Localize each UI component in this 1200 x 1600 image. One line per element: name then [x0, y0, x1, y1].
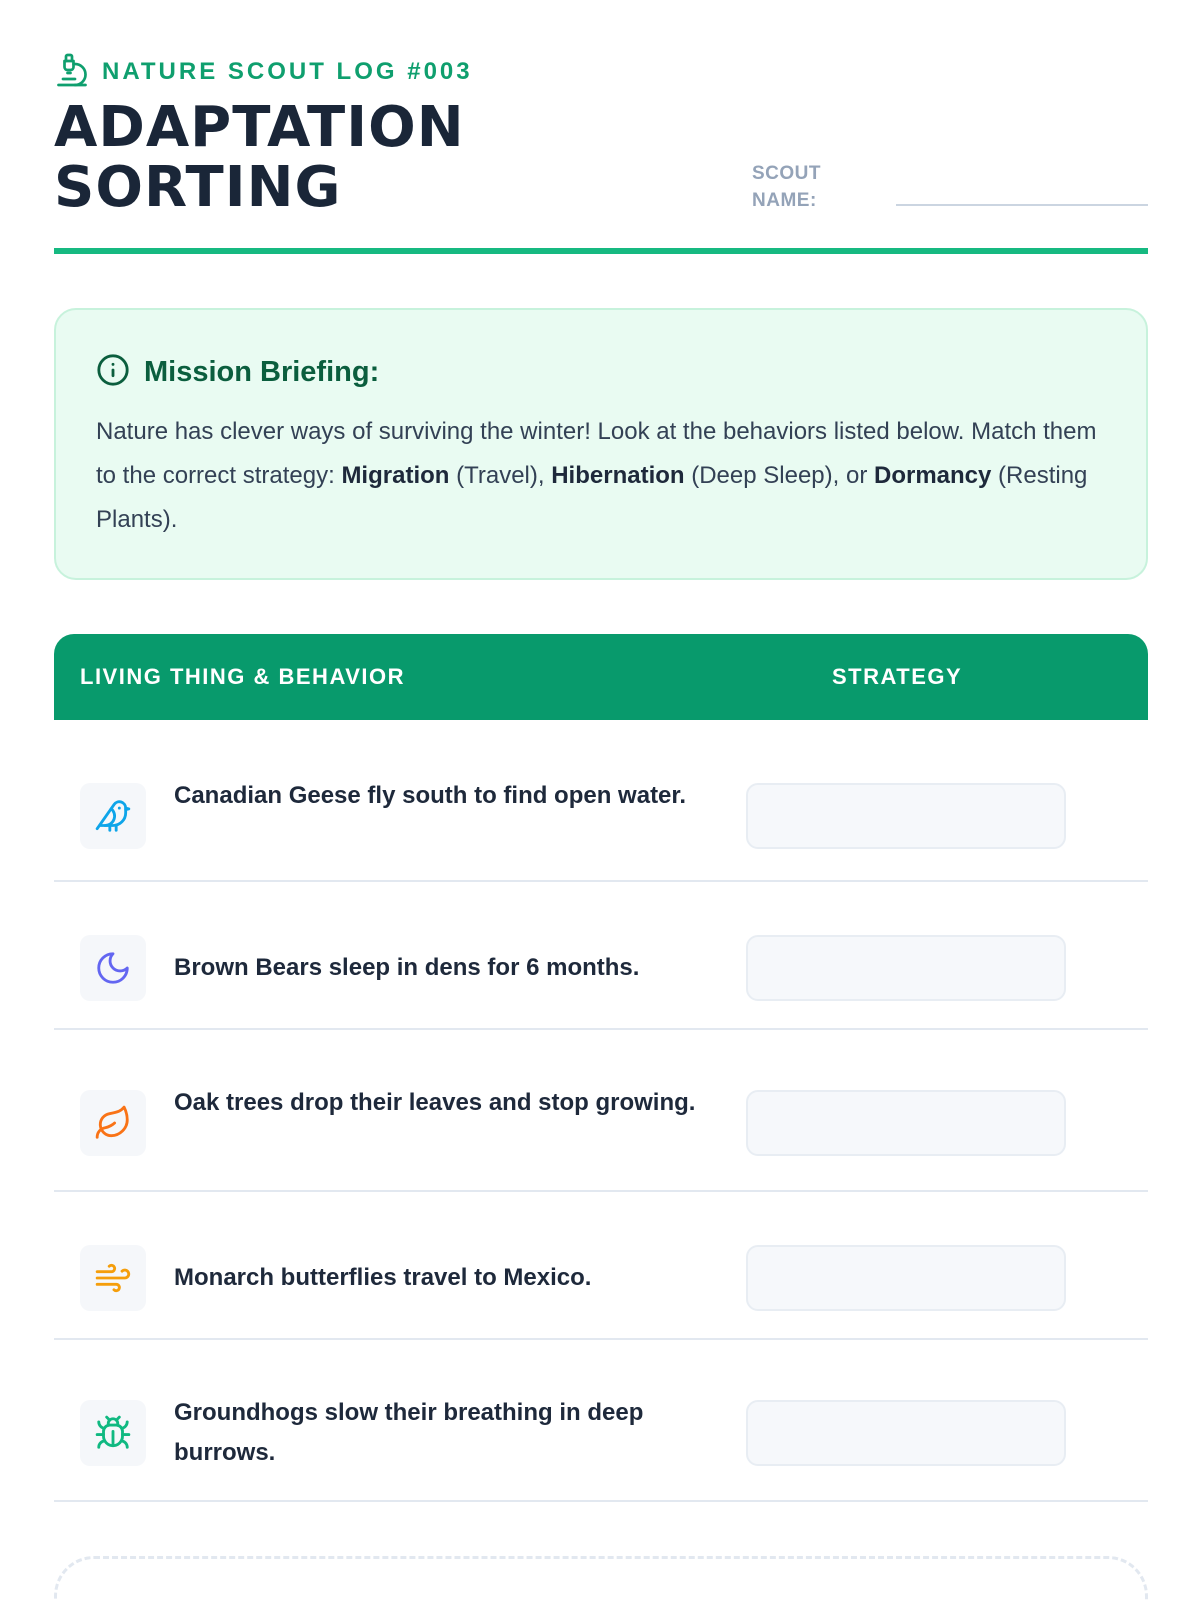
kicker: [54, 52, 1148, 92]
leaf-icon: [80, 1090, 146, 1156]
strategy-answer-box[interactable]: [746, 1090, 1066, 1156]
behavior-text: Oak trees drop their leaves and stop growing.: [174, 1089, 696, 1116]
microscope-icon: [54, 52, 90, 93]
term-hibernation-note: (Deep Sleep), or: [684, 462, 874, 489]
moon-icon: [80, 935, 146, 1001]
strategy-answer-box[interactable]: [746, 935, 1066, 1001]
bird-icon: [80, 783, 146, 849]
term-migration-note: (Travel),: [449, 462, 552, 489]
scout-name-line[interactable]: [896, 204, 1148, 206]
briefing-title: Mission Briefing:: [144, 355, 380, 388]
table-row: [54, 1192, 1148, 1340]
table-header: [54, 634, 1148, 720]
scout-label-line-1: SCOUT: [752, 163, 821, 184]
strategy-answer-box[interactable]: [746, 1400, 1066, 1466]
table-row: [54, 1030, 1148, 1192]
title-line-2: SORTING: [54, 155, 342, 220]
behavior-text: Monarch butterflies travel to Mexico.: [174, 1264, 592, 1291]
dashed-notes-box: [54, 1556, 1148, 1600]
info-icon: [96, 353, 130, 392]
behavior-text: Groundhogs slow their breathing in deep burrows.: [174, 1399, 644, 1466]
log-number: NATURE SCOUT LOG #003: [102, 58, 473, 85]
term-dormancy-note: (Resting Plants).: [96, 462, 1088, 533]
scout-name-field: [752, 160, 1148, 214]
bug-icon: [80, 1400, 146, 1466]
strategy-answer-box[interactable]: [746, 1245, 1066, 1311]
table-row: [54, 882, 1148, 1030]
term-hibernation: Hibernation: [551, 462, 685, 489]
table-row: [54, 720, 1148, 882]
behavior-text: Brown Bears sleep in dens for 6 months.: [174, 954, 640, 981]
term-migration: Migration: [341, 462, 450, 489]
table-row: [54, 1340, 1148, 1502]
scout-label-line-2: NAME:: [752, 190, 817, 211]
scout-name-label: [752, 160, 824, 214]
briefing-intro: Nature has clever ways of surviving the winter! Look at the behaviors listed below. Match them to the correct strategy:: [96, 418, 1097, 489]
column-header-strategy: STRATEGY: [832, 664, 963, 689]
briefing-text: [96, 410, 1106, 542]
briefing-heading: [96, 354, 1106, 390]
worksheet-header: [54, 52, 1148, 254]
behavior-text: Canadian Geese fly south to find open water.: [174, 782, 687, 809]
term-dormancy: Dormancy: [873, 462, 992, 489]
column-header-behavior: LIVING THING & BEHAVIOR: [80, 664, 405, 689]
mission-briefing: [54, 308, 1148, 580]
title-line-1: ADAPTATION: [54, 95, 465, 160]
strategy-answer-box[interactable]: [746, 783, 1066, 849]
wind-icon: [80, 1245, 146, 1311]
